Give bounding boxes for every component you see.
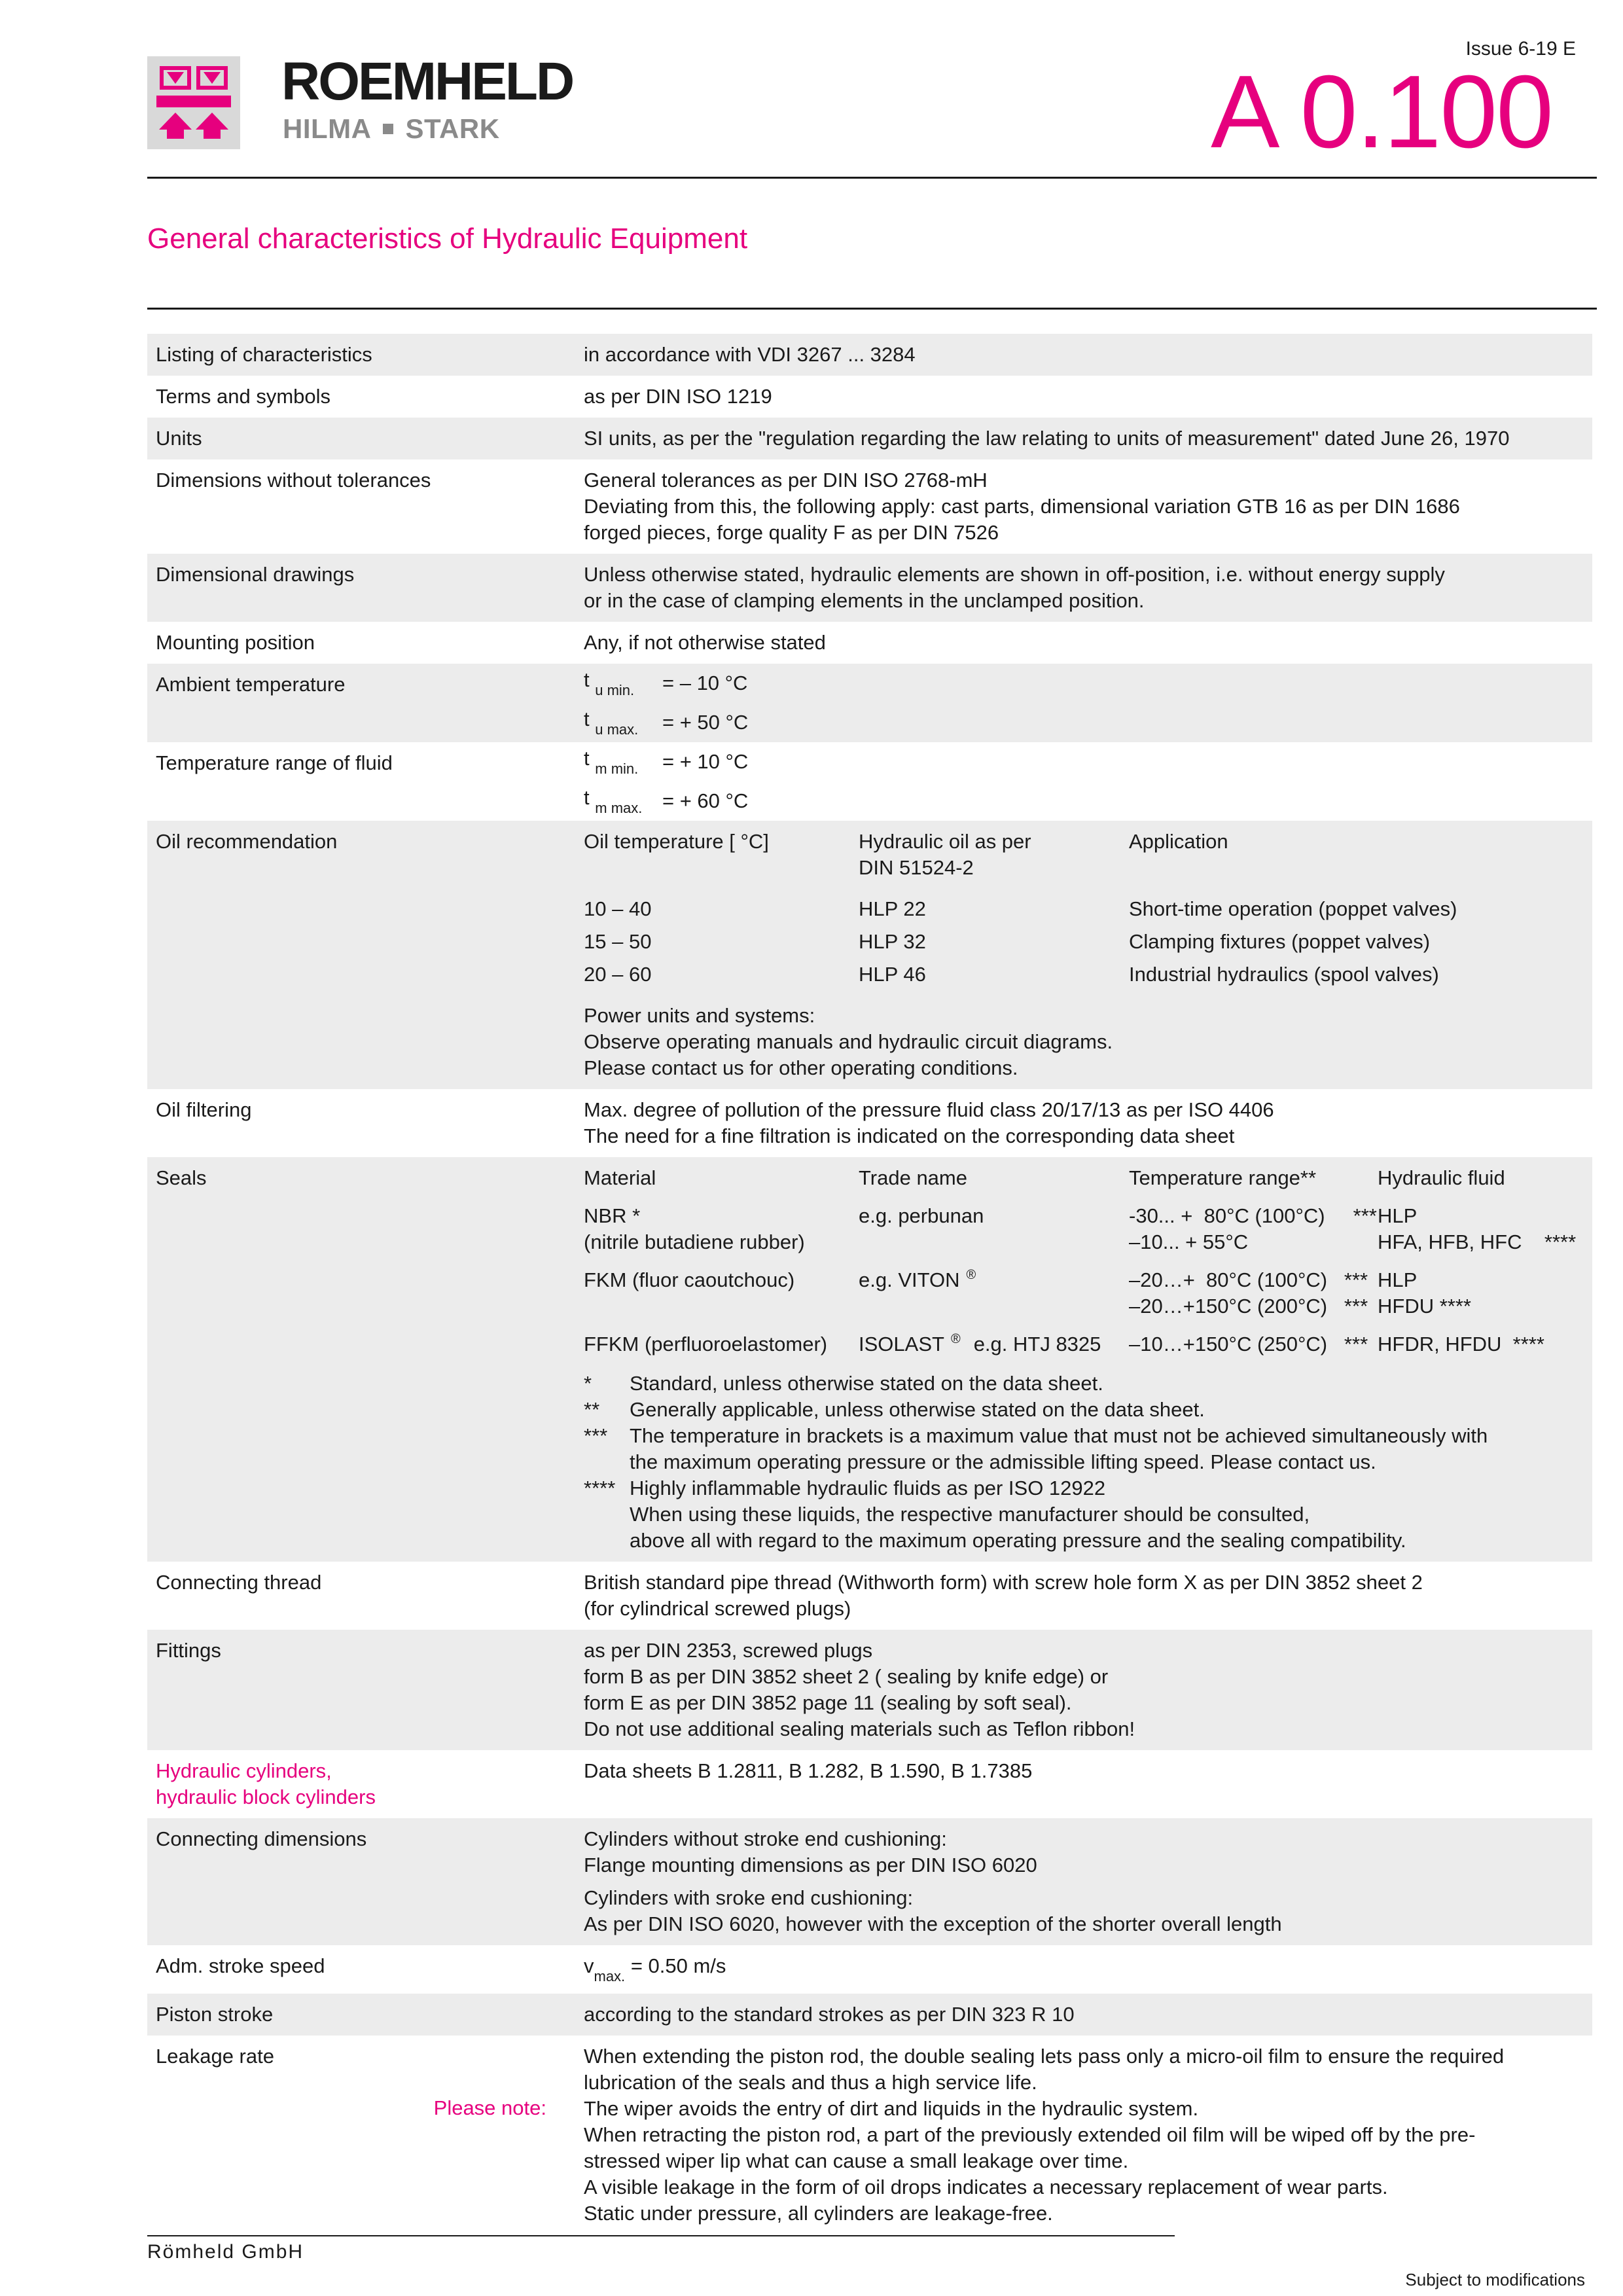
seals-footnotes (584, 1371, 1579, 1554)
table-row (147, 376, 1592, 418)
table-row (147, 622, 1592, 664)
footnote-text (630, 1397, 1579, 1423)
oil-temp: 20 – 60 (584, 963, 652, 986)
text-line: The need for a fine filtration is indicated on the corresponding data sheet (584, 1124, 1235, 1147)
text-line: the maximum operating pressure or the admissible lifting speed. Please contact us. (630, 1450, 1376, 1473)
seals-header-material: Material (584, 1166, 656, 1189)
spacer (584, 1255, 1579, 1267)
spacer (584, 1878, 1579, 1885)
row-label: Oil recommendation (156, 830, 338, 853)
symbol: t (584, 746, 590, 770)
text-line: When extending the piston rod, the double sealing lets pass only a micro-oil film to ensure the required (584, 2045, 1505, 2068)
table-row (147, 821, 1592, 1089)
footnote-mark: *** (584, 1424, 608, 1447)
seal-material (584, 1203, 859, 1255)
row-label: Oil filtering (156, 1098, 252, 1121)
please-note-label: Please note: (433, 2096, 546, 2120)
row-label: Dimensions without tolerances (156, 469, 431, 492)
seals-header-fluid: Hydraulic fluid (1378, 1166, 1505, 1189)
oil-table-row (584, 893, 1579, 925)
subscript: m max. (595, 800, 643, 817)
seals-header-trade: Trade name (859, 1166, 967, 1189)
brand-sub-hilma: HILMA (283, 113, 372, 144)
footnote-mark: **** (584, 1477, 616, 1499)
oil-application: Clamping fixtures (poppet valves) (1129, 930, 1431, 953)
oil-temp: 10 – 40 (584, 897, 652, 920)
text-line: HLP (1378, 1268, 1418, 1291)
oil-grade: HLP 22 (859, 897, 926, 920)
text-line: Highly inflammable hydraulic fluids as per ISO 12922 (630, 1477, 1106, 1499)
row-label (147, 2036, 561, 2234)
text-line: Do not use additional sealing materials such as Teflon ribbon! (584, 1717, 1135, 1740)
header-divider (147, 177, 1597, 179)
seal-material: FKM (fluor caoutchouc) (584, 1268, 795, 1291)
text-line: Generally applicable, unless otherwise stated on the data sheet. (630, 1398, 1205, 1421)
text-line: above all with regard to the maximum operating pressure and the sealing compatibility. (630, 1529, 1406, 1552)
text-line: Static under pressure, all cylinders are leakage-free. (584, 2202, 1053, 2225)
row-label-link[interactable] (147, 1750, 561, 1818)
row-value: SI units, as per the "regulation regarding the law relating to units of measurement" dated June 26, 1970 (584, 427, 1510, 450)
seal-fluid (1378, 1203, 1579, 1255)
row-label: Ambient temperature (156, 673, 346, 696)
text-line: British standard pipe thread (Withworth form) with screw hole form X as per DIN 3852 sheet 2 (584, 1571, 1423, 1594)
trade-name-example: e.g. HTJ 8325 (973, 1333, 1101, 1355)
text-line: Please contact us for other operating conditions. (584, 1056, 1018, 1079)
brand-separator (383, 124, 393, 134)
row-value (561, 1562, 1592, 1630)
footnote-text (630, 1475, 1579, 1554)
spacer (584, 881, 1579, 893)
text-line: Deviating from this, the following apply: cast parts, dimensional variation GTB 16 as per DIN 1686 (584, 495, 1460, 518)
row-value (561, 2036, 1592, 2234)
oil-temp: 15 – 50 (584, 930, 652, 953)
row-label: Units (156, 427, 202, 450)
temperature-symbol (584, 667, 662, 700)
temperature-value: = + 50 °C (662, 711, 749, 734)
row-label: Dimensional drawings (156, 563, 355, 586)
text-line: as per DIN 2353, screwed plugs (584, 1639, 873, 1662)
seals-header (584, 1165, 1579, 1191)
spec-table (147, 334, 1592, 2234)
spacer (584, 1319, 1579, 1331)
trade-name: ISOLAST (859, 1333, 944, 1355)
brand-subline (283, 115, 500, 143)
oil-application: Industrial hydraulics (spool valves) (1129, 963, 1439, 986)
row-value: Data sheets B 1.2811, B 1.282, B 1.590, B 1.7385 (584, 1759, 1033, 1782)
text-line: The temperature in brackets is a maximum value that must not be achieved simultaneously with (630, 1424, 1488, 1447)
text-line: NBR * (584, 1204, 641, 1227)
symbol: v (584, 1954, 594, 1977)
text-line: As per DIN ISO 6020, however with the exception of the shorter overall length (584, 1912, 1282, 1935)
text-line: DIN 51524-2 (859, 856, 974, 879)
row-label-text: Leakage rate (156, 2045, 274, 2068)
temperature-max (584, 703, 1579, 742)
oil-application: Short-time operation (poppet valves) (1129, 897, 1457, 920)
text-line: When retracting the piston rod, a part of the previously extended oil film will be wiped off by the pre- (584, 2123, 1476, 2147)
row-value: in accordance with VDI 3267 ... 3284 (584, 343, 916, 366)
temperature-min (584, 664, 1579, 703)
row-value: Any, if not otherwise stated (584, 631, 826, 654)
row-label: Seals (156, 1166, 207, 1189)
seal-temp: –10…+150°C (250°C) *** (1129, 1333, 1368, 1355)
text-line: forged pieces, forge quality F as per DIN 7526 (584, 521, 999, 544)
oil-header-temp: Oil temperature [ °C] (584, 830, 769, 853)
footnote (584, 1371, 1579, 1397)
footnote-text (630, 1371, 1579, 1397)
table-row (147, 1994, 1592, 2036)
text-line: hydraulic block cylinders (156, 1785, 376, 1808)
text-line: General tolerances as per DIN ISO 2768-mH (584, 469, 988, 492)
row-value (561, 554, 1592, 622)
text-line: Cylinders with sroke end cushioning: (584, 1886, 914, 1909)
text-line: When using these liquids, the respective manufacturer should be consulted, (630, 1503, 1310, 1526)
footnote (584, 1475, 1579, 1554)
text-line: stressed wiper lip what can cause a small leakage over time. (584, 2149, 1129, 2173)
text-line: (nitrile butadiene rubber) (584, 1230, 805, 1253)
text-line: or in the case of clamping elements in the unclamped position. (584, 589, 1145, 612)
text-line: –10... + 55°C (1129, 1230, 1249, 1253)
brand-sub-stark: STARK (405, 113, 500, 144)
text-line: Observe operating manuals and hydraulic circuit diagrams. (584, 1030, 1113, 1053)
spacer (584, 1191, 1579, 1203)
text-line: form B as per DIN 3852 sheet 2 ( sealing by knife edge) or (584, 1665, 1109, 1688)
seals-row-ffkm (584, 1331, 1579, 1360)
row-label: Connecting thread (156, 1571, 322, 1594)
text-line: Power units and systems: (584, 1004, 815, 1027)
seal-trade: e.g. perbunan (859, 1204, 984, 1227)
spacer (584, 991, 1579, 1003)
row-label: Adm. stroke speed (156, 1954, 325, 1977)
seal-trade (859, 1331, 1129, 1360)
text-line: Hydraulic oil as per (859, 830, 1031, 853)
footer-divider (147, 2235, 1175, 2236)
temperature-value: = – 10 °C (662, 672, 748, 694)
temperature-max (584, 781, 1579, 821)
row-label: Connecting dimensions (156, 1827, 367, 1850)
issue-label: Issue 6-19 E (1465, 38, 1576, 60)
symbol: t (584, 707, 590, 730)
subscript: u min. (595, 682, 635, 699)
table-row (147, 1818, 1592, 1945)
temperature-value: = + 10 °C (662, 750, 749, 773)
text-line: –20…+150°C (200°C) *** (1129, 1295, 1368, 1318)
text-line: Cylinders without stroke end cushioning: (584, 1827, 947, 1850)
text-line: –20…+ 80°C (100°C) *** (1129, 1268, 1368, 1291)
table-row (147, 1089, 1592, 1157)
row-value (561, 664, 1592, 742)
footnote (584, 1423, 1579, 1475)
row-value: according to the standard strokes as per DIN 323 R 10 (584, 2003, 1075, 2026)
footnote-mark: * (584, 1372, 592, 1395)
table-row (147, 1945, 1592, 1994)
seal-material: FFKM (perfluoroelastomer) (584, 1333, 828, 1355)
row-value (561, 1089, 1592, 1157)
seal-trade (859, 1267, 1129, 1319)
oil-table-header (584, 829, 1579, 881)
seal-temp (1129, 1267, 1378, 1319)
text-line: Hydraulic cylinders, (156, 1759, 332, 1782)
row-label: Listing of characteristics (156, 343, 372, 366)
temperature-value: = + 60 °C (662, 789, 749, 812)
text-line: Standard, unless otherwise stated on the data sheet. (630, 1372, 1103, 1395)
row-value (561, 1630, 1592, 1750)
footnote-text (630, 1423, 1579, 1475)
table-row (147, 2036, 1592, 2234)
table-row (147, 1630, 1592, 1750)
temperature-min (584, 742, 1579, 781)
table-row (147, 418, 1592, 459)
document-number: A 0.100 (1211, 54, 1552, 170)
row-value (561, 742, 1592, 821)
temperature-symbol (584, 785, 662, 817)
registered-mark: ® (966, 1268, 976, 1282)
text-line: HLP (1378, 1204, 1418, 1227)
temperature-symbol (584, 706, 662, 739)
seal-fluid: HFDR, HFDU **** (1378, 1333, 1544, 1355)
row-label: Piston stroke (156, 2003, 274, 2026)
temperature-symbol (584, 745, 662, 778)
table-row (147, 1750, 1592, 1818)
seals-row-fkm (584, 1267, 1579, 1319)
row-value (561, 1157, 1592, 1562)
symbol: t (584, 785, 590, 809)
text-line: -30... + 80°C (100°C) *** (1129, 1204, 1377, 1227)
footer-note: Subject to modifications (1405, 2270, 1585, 2289)
table-row (147, 554, 1592, 622)
table-row (147, 742, 1592, 821)
footnote (584, 1397, 1579, 1423)
row-label: Terms and symbols (156, 385, 331, 408)
symbol: t (584, 668, 590, 691)
text-line: A visible leakage in the form of oil drops indicates a necessary replacement of wear parts. (584, 2176, 1388, 2199)
text-line: Unless otherwise stated, hydraulic elements are shown in off-position, i.e. without energy supply (584, 563, 1445, 586)
subscript: max. (594, 1968, 626, 1985)
oil-header-oil (859, 829, 1129, 881)
oil-header-application: Application (1129, 830, 1228, 853)
row-value (561, 1945, 1592, 1994)
table-row (147, 459, 1592, 554)
oil-grade: HLP 32 (859, 930, 926, 953)
row-value (561, 459, 1592, 554)
table-row (147, 1562, 1592, 1630)
table-row (147, 1157, 1592, 1562)
speed-value: = 0.50 m/s (630, 1954, 726, 1977)
oil-grade: HLP 46 (859, 963, 926, 986)
seal-temp (1129, 1203, 1378, 1255)
oil-table-row (584, 925, 1579, 958)
title-divider (147, 308, 1597, 310)
oil-table-row (584, 958, 1579, 991)
text-line: form E as per DIN 3852 page 11 (sealing by soft seal). (584, 1691, 1072, 1714)
text-line: HFDU **** (1378, 1295, 1471, 1318)
roemheld-logo-icon (147, 56, 240, 149)
text-line: Flange mounting dimensions as per DIN ISO 6020 (584, 1854, 1037, 1876)
footer-company: Römheld GmbH (147, 2241, 304, 2263)
row-label: Temperature range of fluid (156, 751, 393, 774)
seals-row-nbr (584, 1203, 1579, 1255)
subscript: m min. (595, 761, 639, 778)
row-label: Mounting position (156, 631, 315, 654)
text-line: The wiper avoids the entry of dirt and liquids in the hydraulic system. (584, 2097, 1199, 2121)
brand-name: ROEMHELD (281, 52, 573, 111)
footnote-mark: ** (584, 1398, 600, 1421)
table-row (147, 334, 1592, 376)
trade-name: e.g. VITON (859, 1268, 960, 1291)
row-value: as per DIN ISO 1219 (584, 385, 772, 408)
text-line: Max. degree of pollution of the pressure fluid class 20/17/13 as per ISO 4406 (584, 1098, 1274, 1121)
row-value (561, 821, 1592, 1089)
seal-fluid (1378, 1267, 1579, 1319)
text-line: (for cylindrical screwed plugs) (584, 1597, 851, 1620)
text-line: lubrication of the seals and thus a high service life. (584, 2071, 1037, 2094)
row-label: Fittings (156, 1639, 221, 1662)
text-line: HFA, HFB, HFC **** (1378, 1230, 1577, 1253)
seals-header-temp: Temperature range** (1129, 1166, 1317, 1189)
subscript: u max. (595, 721, 639, 738)
row-value (561, 1818, 1592, 1945)
registered-mark: ® (950, 1332, 961, 1346)
table-row (147, 664, 1592, 742)
page-title: General characteristics of Hydraulic Equipment (147, 223, 748, 255)
